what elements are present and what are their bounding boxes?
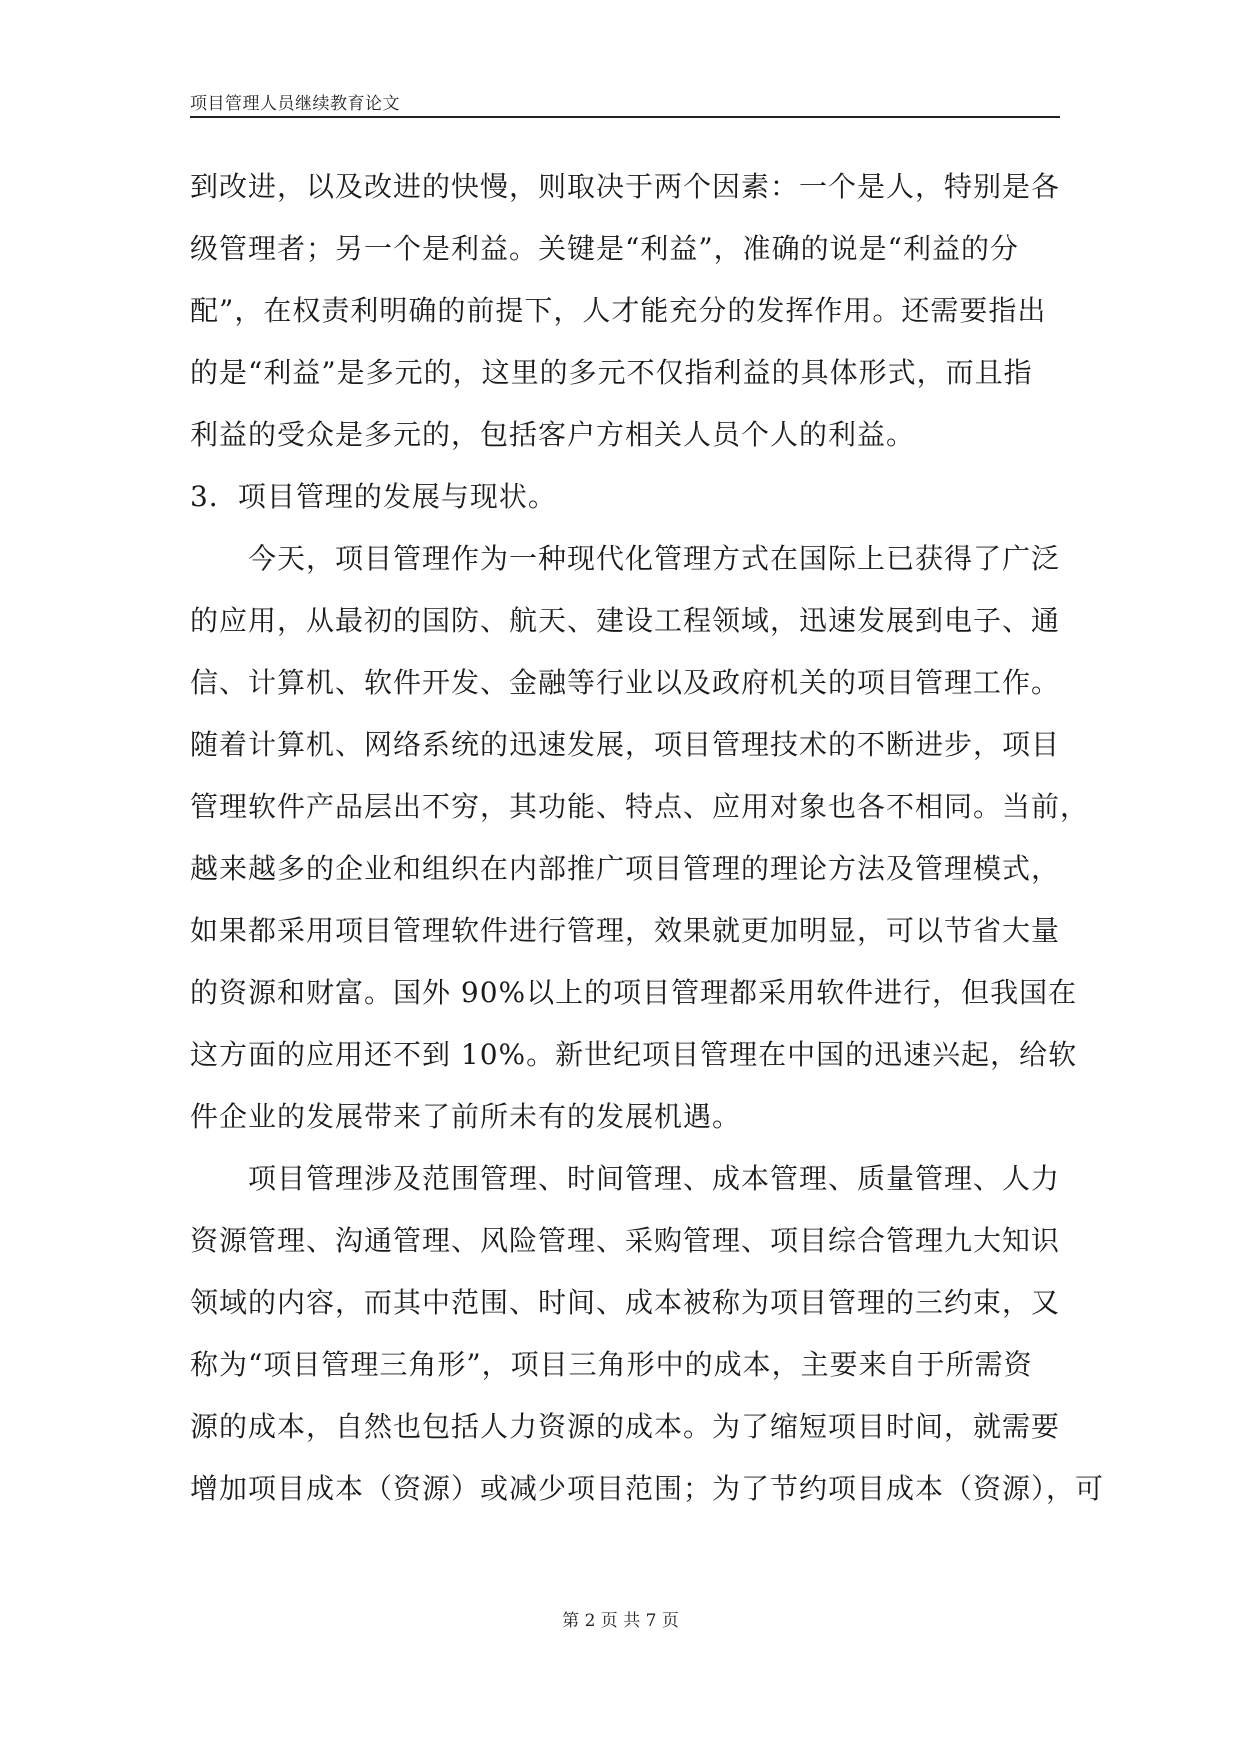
text-line: 这方面的应用还不到 10%。新世纪项目管理在中国的迅速兴起，给软	[190, 1038, 1078, 1071]
text-line: 随着计算机、网络系统的迅速发展，项目管理技术的不断进步，项目	[190, 728, 1061, 761]
text-line: 项目管理涉及范围管理、时间管理、成本管理、质量管理、人力	[248, 1162, 1061, 1195]
text-line: 管理软件产品层出不穷，其功能、特点、应用对象也各不相同。当前，	[190, 790, 1090, 823]
text-line: 件企业的发展带来了前所未有的发展机遇。	[190, 1100, 742, 1133]
header-title: 项目管理人员继续教育论文	[190, 94, 400, 114]
text-line: 配”，在权责利明确的前提下，人才能充分的发挥作用。还需要指出	[190, 294, 1047, 327]
text-line: 的应用，从最初的国防、航天、建设工程领域，迅速发展到电子、通	[190, 604, 1061, 637]
text-line: 信、计算机、软件开发、金融等行业以及政府机关的项目管理工作。	[190, 666, 1061, 699]
text-line: 利益的受众是多元的，包括客户方相关人员个人的利益。	[190, 418, 916, 451]
body-text	[190, 156, 1105, 1520]
text-line: 称为“项目管理三角形”，项目三角形中的成本，主要来自于所需资	[190, 1348, 1033, 1381]
text-line: 的资源和财富。国外 90%以上的项目管理都采用软件进行，但我国在	[190, 976, 1078, 1009]
page-footer	[0, 1606, 1241, 1631]
text-line: 的是“利益”是多元的，这里的多元不仅指利益的具体形式，而且指	[190, 356, 1033, 389]
text-line: 源的成本，自然也包括人力资源的成本。为了缩短项目时间，就需要	[190, 1410, 1061, 1443]
page-header	[190, 86, 1060, 118]
text-line: 领域的内容，而其中范围、时间、成本被称为项目管理的三约束，又	[190, 1286, 1061, 1319]
page-number: 第 2 页 共 7 页	[562, 1611, 679, 1631]
text-line: 级管理者；另一个是利益。关键是“利益”，准确的说是“利益的分	[190, 232, 1019, 265]
text-line: 今天，项目管理作为一种现代化管理方式在国际上已获得了广泛	[248, 542, 1061, 575]
section-heading: 3．项目管理的发展与现状。	[190, 480, 557, 513]
text-line: 越来越多的企业和组织在内部推广项目管理的理论方法及管理模式，	[190, 852, 1061, 885]
text-line: 增加项目成本（资源）或减少项目范围；为了节约项目成本（资源），可	[190, 1472, 1105, 1505]
text-line: 资源管理、沟通管理、风险管理、采购管理、项目综合管理九大知识	[190, 1224, 1061, 1257]
text-line: 如果都采用项目管理软件进行管理，效果就更加明显，可以节省大量	[190, 914, 1061, 947]
text-line: 到改进，以及改进的快慢，则取决于两个因素：一个是人，特别是各	[190, 170, 1061, 203]
